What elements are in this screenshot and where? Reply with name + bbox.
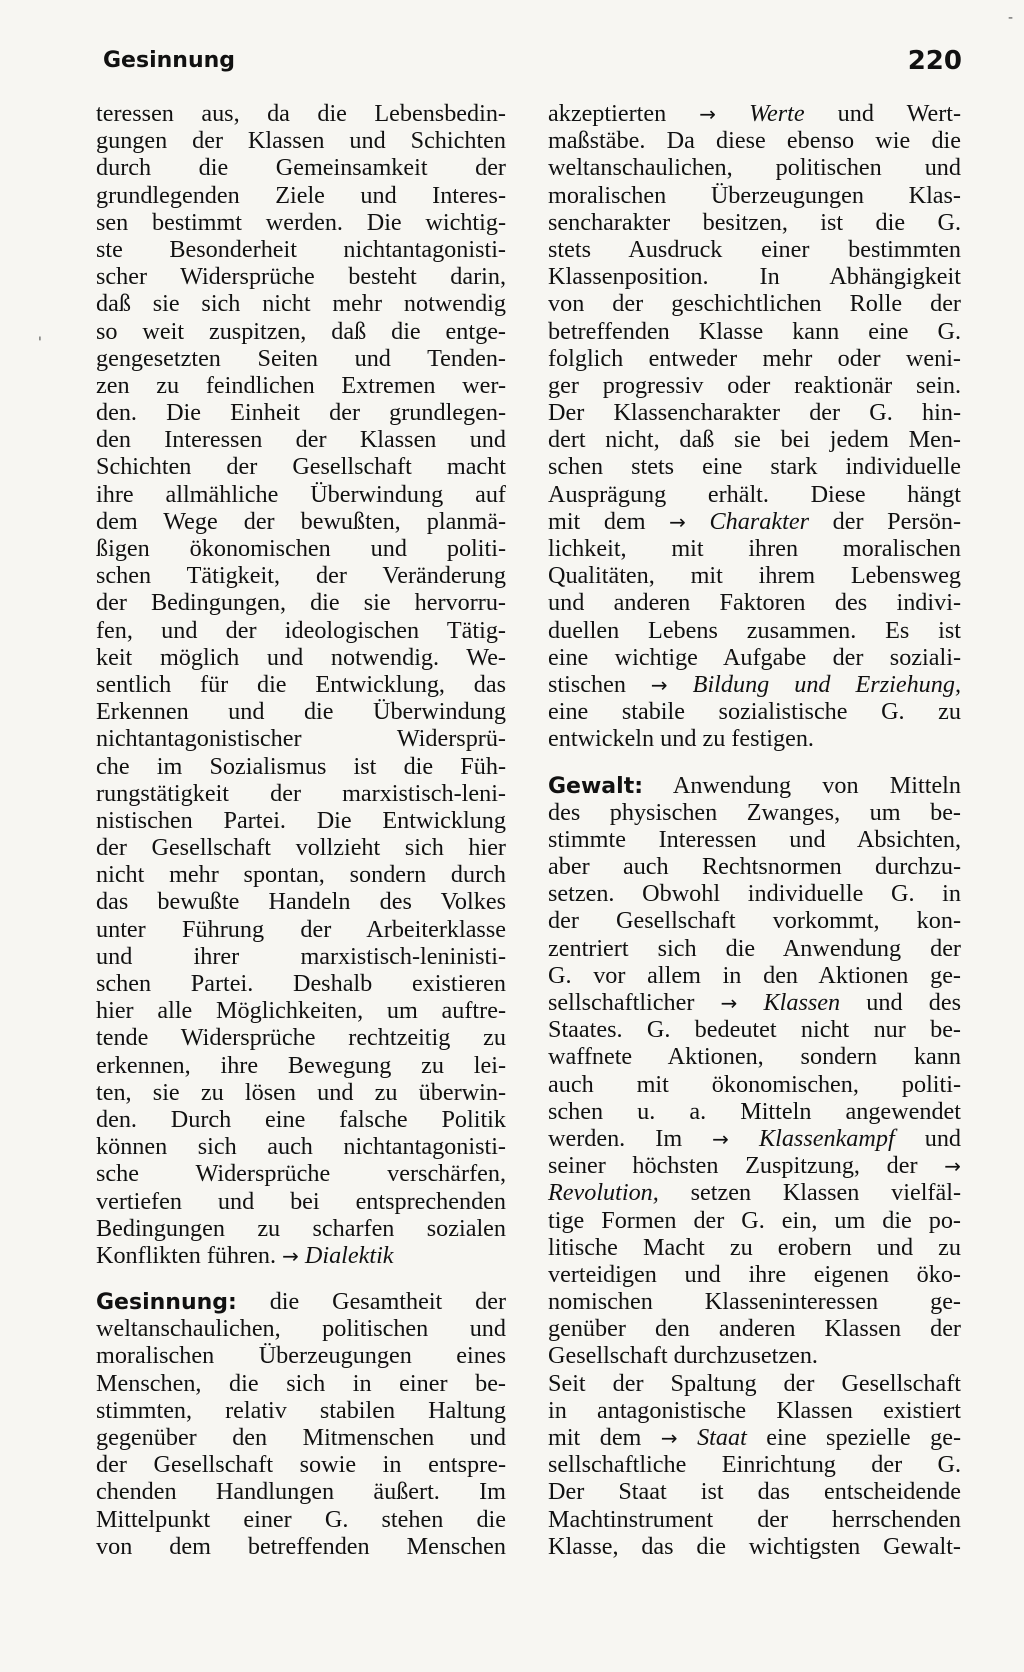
- header-keyword: Gesinnung: [103, 48, 236, 73]
- text-line: Qualitäten, mit ihrem Lebensweg: [548, 562, 961, 590]
- text-line: scher Widersprüche besteht darin,: [96, 263, 506, 291]
- cross-reference-klassen[interactable]: Klassen: [763, 989, 841, 1016]
- text-line: von der geschichtlichen Rolle der: [548, 290, 961, 318]
- text-line: nomischen Klasseninteressen ge-: [548, 1288, 961, 1316]
- text-line: hier alle Möglichkeiten, um auftre-: [96, 997, 506, 1025]
- text-line: eine wichtige Aufgabe der soziali-: [548, 643, 961, 671]
- text-line: gungen der Klassen und Schichten: [96, 127, 506, 155]
- text-line: [548, 1152, 961, 1179]
- gesinnung-entry-lines: [96, 1315, 506, 1560]
- cross-reference-werte[interactable]: Werte: [749, 100, 805, 127]
- text-line: Erkennen und die Überwindung: [96, 698, 506, 726]
- line-text: Anwendung von Mitteln: [672, 771, 961, 799]
- line-text: setzen Klassen vielfäl-: [690, 1179, 961, 1207]
- cross-reference-arrow: →: [669, 509, 686, 534]
- cross-reference-arrow: →: [944, 1154, 961, 1179]
- text-line: dem Wege der bewußten, planmä-: [96, 507, 506, 535]
- cross-reference-charakter[interactable]: Charakter: [709, 507, 809, 535]
- entry-start-gewalt: [548, 772, 961, 799]
- line-text: die Gesamtheit der: [269, 1288, 507, 1316]
- text-line: schen u. a. Mitteln angewendet: [548, 1097, 961, 1125]
- text-line: eine stabile sozialistische G. zu: [548, 698, 961, 726]
- left-column-lines: [96, 100, 506, 1242]
- text-line: Klassenposition. In Abhängigkeit: [548, 263, 961, 291]
- text-line: in antagonistische Klassen existiert: [548, 1396, 961, 1424]
- text-line: Mittelpunkt einer G. stehen die: [96, 1505, 506, 1533]
- text-line: der Bedingungen, die sie hervorru-: [96, 589, 506, 617]
- text-line: unter Führung der Arbeiterklasse: [96, 915, 506, 943]
- text-line: [96, 1242, 506, 1269]
- text-line: moralischen Überzeugungen Klas-: [548, 181, 961, 209]
- text-line: Der Klassencharakter der G. hin-: [548, 399, 961, 427]
- text-line: duellen Lebens zusammen. Es ist: [548, 616, 961, 644]
- page-number: 220: [907, 46, 962, 76]
- text-line: ten, sie zu lösen und zu überwin-: [96, 1078, 506, 1106]
- cross-reference-revolution[interactable]: Revolution,: [548, 1179, 659, 1207]
- text-block: [548, 1016, 961, 1125]
- entry-start-gesinnung: [96, 1288, 506, 1315]
- text-line: G. vor allem in den Aktionen ge-: [548, 961, 961, 989]
- line-text: eine spezielle ge-: [766, 1424, 961, 1451]
- text-line: der Gesellschaft sowie in entspre-: [96, 1451, 506, 1479]
- text-line: tende Widersprüche rechtzeitig zu: [96, 1024, 506, 1052]
- text-line: sentlich für die Entwicklung, das: [96, 670, 506, 698]
- text-line: [548, 1125, 961, 1152]
- text-line: nicht mehr spontan, sondern durch: [96, 861, 506, 889]
- text-block: [548, 535, 961, 671]
- cross-reference-arrow: →: [650, 672, 668, 697]
- text-line: [548, 1179, 961, 1206]
- text-line: [548, 508, 961, 535]
- cross-reference-arrow: →: [660, 1426, 678, 1450]
- cross-reference-arrow: →: [720, 991, 738, 1015]
- margin-mark: ': [38, 335, 42, 351]
- line-text: Konflikten führen.: [96, 1241, 277, 1269]
- text-line: Menschen, die sich in einer be-: [96, 1369, 506, 1397]
- text-line: sencharakter besitzen, ist die G.: [548, 208, 961, 236]
- text-line: stets Ausdruck einer bestimmten: [548, 235, 961, 263]
- text-line: Der Staat ist das entscheidende: [548, 1478, 961, 1506]
- line-text: werden. Im: [548, 1124, 683, 1152]
- text-line: ger progressiv oder reaktionär sein.: [548, 371, 961, 399]
- text-line: schen Tätigkeit, der Veränderung: [96, 562, 506, 590]
- text-line: so weit zuspitzen, daß die entge-: [96, 317, 506, 345]
- text-line: sellschaftliche Einrichtung der G.: [548, 1451, 961, 1479]
- cross-reference-klassenkampf[interactable]: Klassenkampf: [758, 1124, 895, 1152]
- text-line: und anderen Faktoren des indivi-: [548, 589, 961, 617]
- text-line: [548, 100, 961, 127]
- line-text: sellschaftlicher: [548, 989, 695, 1016]
- text-line: maßstäbe. Da diese ebenso wie die: [548, 127, 961, 155]
- line-text: stischen: [548, 670, 626, 698]
- text-line: von dem betreffenden Menschen: [96, 1532, 506, 1560]
- text-line: verteidigen und ihre eigenen öko-: [548, 1260, 961, 1288]
- text-line: Bedingungen zu scharfen sozialen: [96, 1214, 506, 1242]
- text-line: [548, 1424, 961, 1451]
- line-text: und des: [866, 989, 961, 1016]
- cross-reference-arrow: →: [699, 102, 717, 126]
- text-line: zen zu feindlichen Extremen wer-: [96, 371, 506, 399]
- text-line: [548, 989, 961, 1016]
- cross-reference-arrow: →: [712, 1126, 729, 1151]
- text-line: stimmte Interessen und Absichten,: [548, 825, 961, 853]
- line-text: und Wert-: [837, 100, 962, 127]
- text-block: [548, 698, 961, 752]
- text-block: [548, 1451, 961, 1560]
- text-line: folglich entweder mehr oder weni-: [548, 344, 961, 372]
- line-text: und: [924, 1124, 961, 1152]
- line-text: der Persön-: [832, 507, 962, 535]
- text-line: Klasse, das die wichtigsten Gewalt-: [548, 1532, 961, 1560]
- text-line: chenden Handlungen äußert. Im: [96, 1478, 506, 1506]
- text-line: nistischen Partei. Die Entwicklung: [96, 806, 506, 834]
- text-line: setzen. Obwohl individuelle G. in: [548, 880, 961, 908]
- text-line: tige Formen der G. ein, um die po-: [548, 1206, 961, 1234]
- text-line: Schichten der Gesellschaft macht: [96, 453, 506, 481]
- text-line: entwickeln und zu festigen.: [548, 725, 814, 753]
- text-line: gengesetzten Seiten und Tenden-: [96, 344, 506, 372]
- text-line: Machtinstrument der herrschenden: [548, 1505, 961, 1533]
- text-line: durch die Gemeinsamkeit der: [96, 154, 506, 182]
- cross-reference-bildung-und-erziehung[interactable]: Bildung und Erziehung,: [692, 670, 961, 698]
- text-line: gegenüber den Mitmenschen und: [96, 1424, 506, 1451]
- text-line: nichtantagonistischer Widersprü-: [96, 725, 506, 753]
- text-line: Ausprägung erhält. Diese hängt: [548, 480, 961, 508]
- text-line: fen, und der ideologischen Tätig-: [96, 616, 506, 644]
- text-block: [548, 799, 961, 989]
- text-line: teressen aus, da die Lebensbedin-: [96, 100, 506, 127]
- text-line: ste Besonderheit nichtantagonisti-: [96, 235, 506, 263]
- running-header: [103, 42, 962, 82]
- lemma-gesinnung: Gesinnung:: [96, 1290, 237, 1316]
- text-line: keit möglich und notwendig. We-: [96, 643, 506, 671]
- text-line: sche Widersprüche verschärfen,: [96, 1160, 506, 1188]
- text-line: grundlegenden Ziele und Interes-: [96, 181, 506, 209]
- right-column: [548, 100, 961, 1560]
- text-line: stimmten, relativ stabilen Haltung: [96, 1396, 506, 1424]
- text-line: ßigen ökonomischen und politi-: [96, 535, 506, 562]
- text-line: litische Macht zu erobern und zu: [548, 1233, 961, 1261]
- text-line: den Interessen der Klassen und: [96, 426, 506, 454]
- edge-dash: -: [1008, 10, 1014, 26]
- text-line: der Gesellschaft vollzieht sich hier: [96, 834, 506, 862]
- text-line: [548, 671, 961, 698]
- text-line: auch mit ökonomischen, politi-: [548, 1070, 961, 1098]
- text-line: daß sie sich nicht mehr notwendig: [96, 290, 506, 318]
- text-line: genüber den anderen Klassen der: [548, 1315, 961, 1343]
- cross-reference-staat[interactable]: Staat: [697, 1424, 747, 1451]
- text-line: den. Durch eine falsche Politik: [96, 1105, 506, 1133]
- text-line: waffnete Aktionen, sondern kann: [548, 1043, 961, 1071]
- text-line: Seit der Spaltung der Gesellschaft: [548, 1369, 961, 1397]
- text-line: sen bestimmt werden. Die wichtig-: [96, 208, 506, 236]
- text-line: weltanschaulichen, politischen und: [96, 1315, 506, 1343]
- text-line: che im Sozialismus ist die Füh-: [96, 752, 506, 780]
- text-line: Staates. G. bedeutet nicht nur be-: [548, 1016, 961, 1044]
- text-line: den. Die Einheit der grundlegen-: [96, 399, 506, 427]
- text-line: zentriert sich die Anwendung der: [548, 934, 961, 962]
- line-text: seiner höchsten Zuspitzung, der: [548, 1152, 918, 1180]
- text-line: ihre allmähliche Überwindung auf: [96, 480, 506, 508]
- text-line: und ihrer marxistisch-leninisti-: [96, 942, 506, 970]
- line-text: akzeptierten: [548, 100, 667, 127]
- text-line: betreffenden Klasse kann eine G.: [548, 317, 961, 345]
- text-line: das bewußte Handeln des Volkes: [96, 888, 506, 916]
- text-line: rungstätigkeit der marxistisch-leni-: [96, 779, 506, 807]
- text-line: können sich auch nichtantagonisti-: [96, 1133, 506, 1161]
- text-line: vertiefen und bei entsprechenden: [96, 1187, 506, 1215]
- text-line: der Gesellschaft vorkommt, kon-: [548, 907, 961, 935]
- text-line: Gesellschaft durchzusetzen.: [548, 1342, 818, 1370]
- text-line: weltanschaulichen, politischen und: [548, 154, 961, 182]
- text-block: [548, 127, 961, 508]
- text-line: moralischen Überzeugungen eines: [96, 1342, 506, 1370]
- cross-reference-arrow: →: [282, 1243, 299, 1268]
- line-text: mit dem: [548, 1424, 642, 1451]
- text-line: schen Partei. Deshalb existieren: [96, 970, 506, 997]
- text-line: erkennen, ihre Bewegung zu lei-: [96, 1051, 506, 1079]
- left-column: [96, 100, 506, 1560]
- text-line: lichkeit, mit ihren moralischen: [548, 535, 961, 562]
- text-line: des physischen Zwanges, um be-: [548, 798, 961, 826]
- text-line: schen stets eine stark individuelle: [548, 453, 961, 481]
- cross-reference-dialektik[interactable]: Dialektik: [304, 1241, 394, 1269]
- line-text: mit dem: [548, 507, 646, 535]
- text-line: aber auch Rechtsnormen durchzu-: [548, 853, 961, 881]
- text-line: dert nicht, daß sie bei jedem Men-: [548, 426, 961, 454]
- text-block: [548, 1207, 961, 1425]
- lemma-gewalt: Gewalt:: [548, 773, 644, 799]
